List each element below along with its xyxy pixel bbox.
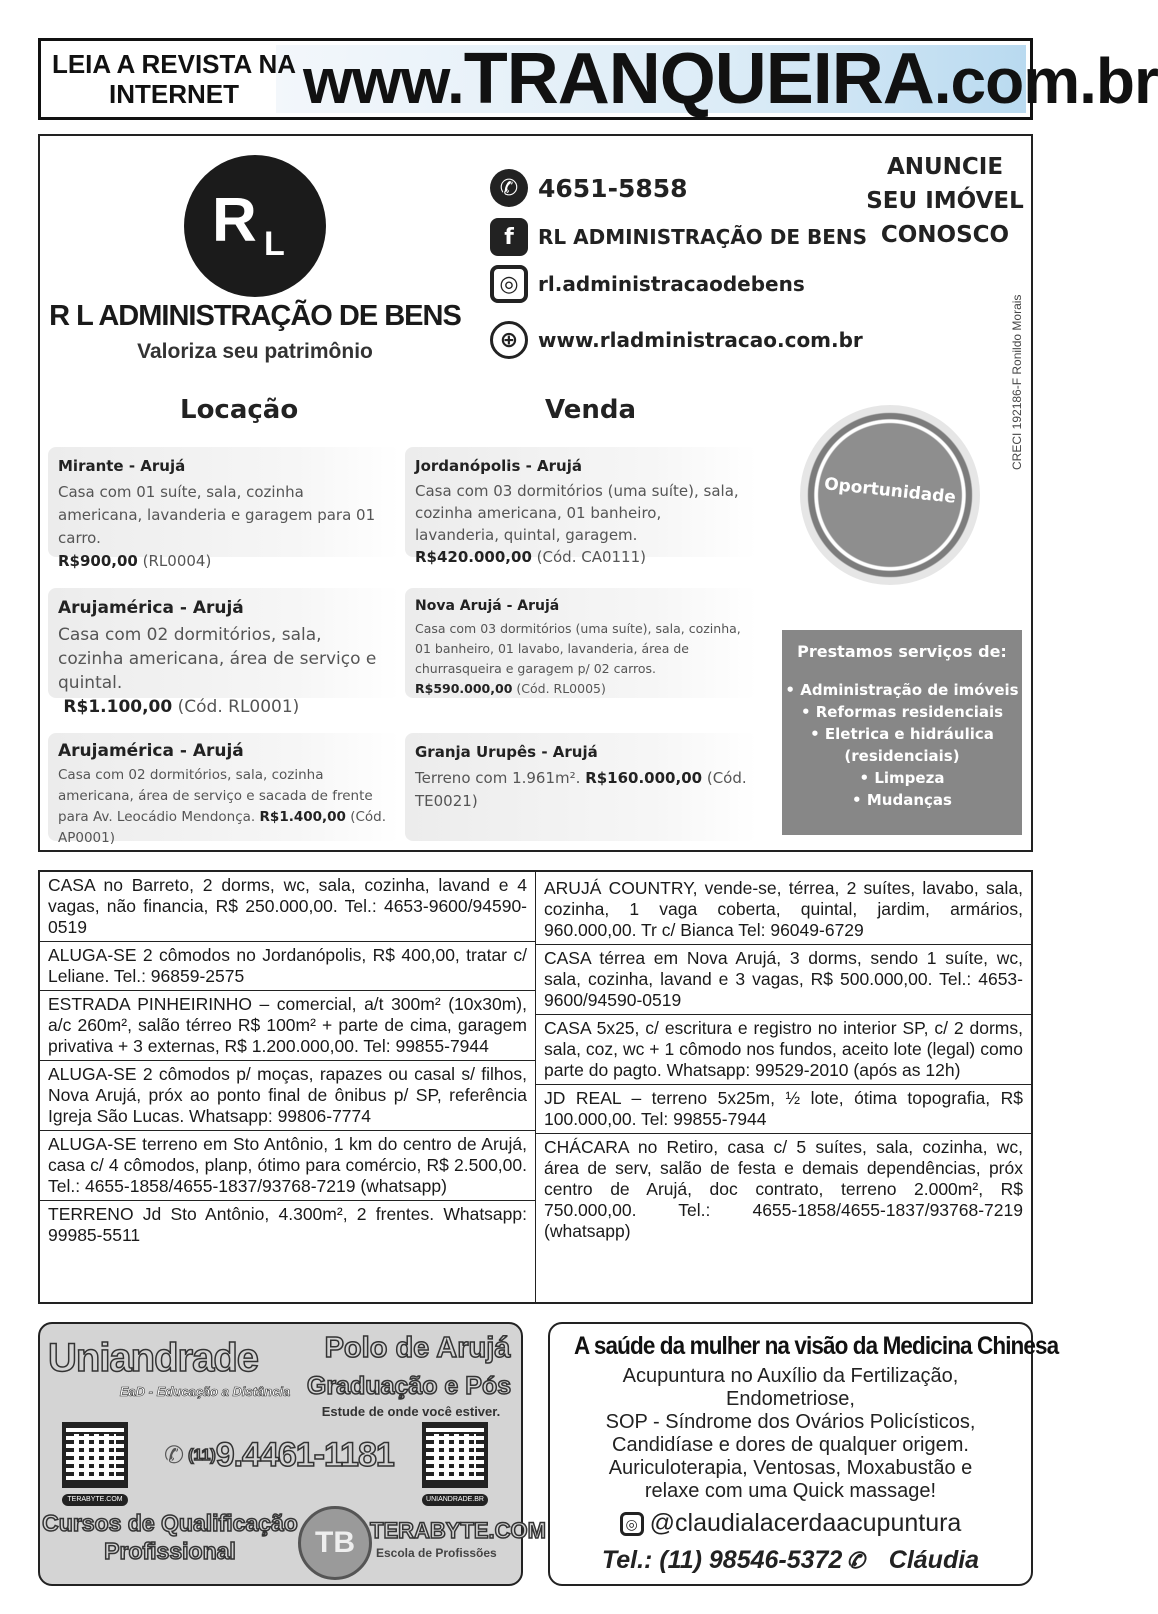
whatsapp-icon: ✆ (164, 1442, 185, 1469)
website-text: www.rladministracao.com.br (538, 328, 863, 352)
services-box (782, 630, 1022, 835)
anuncie-line: ANUNCIE (886, 154, 1004, 180)
facebook-text: RL ADMINISTRAÇÃO DE BENS (538, 225, 868, 249)
venda-card[interactable] (405, 447, 757, 566)
medicina-line: relaxe com uma Quick massage! (644, 1480, 937, 1502)
locacao-heading: Locação (180, 395, 299, 425)
card-desc: Casa com 03 dormitórios (uma suíte), sala, cozinha americana, 01 banheiro, lavanderia, quintal, garagem. (415, 482, 739, 544)
tagline-text: Estude de onde você estiver. (321, 1404, 501, 1419)
venda-card[interactable] (405, 733, 757, 841)
qr-label-left: TERABYTE.COM (62, 1494, 128, 1506)
card-desc: Casa com 03 dormitórios (uma suíte), sala, cozinha, 01 banheiro, 01 lavabo, lavanderia, área de churrasqueira e garagem p/ 02 carros. (415, 621, 741, 676)
card-price: R$590.000,00 (415, 681, 513, 696)
medicina-line: Candidíase e dores de qualquer origem. (612, 1434, 969, 1456)
card-code: (RL0004) (142, 552, 212, 570)
uniandrade-ead: EaD - Educação a Distância (119, 1384, 291, 1399)
medicina-instagram[interactable] (550, 1509, 1031, 1538)
rl-logo (184, 155, 326, 297)
medicina-title: A saúde da mulher na visão da Medicina Chinesa (574, 1332, 1059, 1360)
anuncie-line: SEU IMÓVEL (866, 188, 1024, 214)
classified-ad: JD REAL – terreno 5x25m, ½ lote, ótima topografia, R$ 100.000,00. Tel: 99855-7944 (536, 1085, 1031, 1134)
graduacao-text: Graduação e Pós (306, 1372, 512, 1400)
card-price: R$160.000,00 (585, 769, 703, 787)
rl-website[interactable] (490, 320, 863, 360)
card-desc: Casa com 02 dormitórios, sala, cozinha americana, área de serviço e sacada de frente para Av. Leocádio Mendonça. (58, 767, 373, 825)
whatsapp-icon: ✆ (490, 169, 528, 207)
classified-ad: CASA no Barreto, 2 dorms, wc, sala, cozinha, lavand e 4 vagas, não financia, R$ 250.000,00. Tel.: 4653-9600/94590-0519 (40, 872, 535, 942)
service-item: • Mudanças (852, 791, 952, 809)
anuncie-line: CONOSCO (880, 222, 1010, 248)
terabyte-logo-icon: TB (298, 1506, 372, 1580)
card-desc: Casa com 01 suíte, sala, cozinha americana, lavanderia e garagem para 01 carro. (58, 483, 376, 547)
rl-facebook[interactable] (490, 217, 867, 257)
cursos-line-2: Profissional (104, 1538, 236, 1564)
card-code: (Cód. RL0001) (177, 697, 300, 717)
services-title: Prestamos serviços de: (797, 642, 1007, 661)
card-price: R$1.100,00 (63, 697, 173, 717)
qr-code-left[interactable] (62, 1422, 128, 1488)
qr-code-right[interactable] (422, 1422, 488, 1488)
medicina-phone: Tel.: (11) 98546-5372 (601, 1546, 843, 1574)
rl-company-name: R L ADMINISTRAÇÃO DE BENS (49, 300, 461, 332)
globe-icon: ⊕ (490, 321, 528, 359)
card-price: R$420.000,00 (415, 548, 532, 566)
classifieds-right-column (536, 872, 1031, 1302)
creci-text: CRECI 192186-F Ronildo Morais (1010, 294, 1024, 470)
terabyte-text: TERABYTE.COM (370, 1518, 546, 1543)
facebook-icon: f (490, 218, 528, 256)
polo-text: Polo de Arujá (324, 1332, 511, 1364)
banner-website-link[interactable] (303, 39, 1158, 119)
locacao-card[interactable] (48, 447, 400, 570)
card-code: (Cód. AP0001) (58, 809, 387, 846)
card-code: (Cód. CA0111) (536, 548, 646, 566)
site-prefix: www. (303, 45, 464, 117)
logo-r: R (212, 186, 257, 255)
uniandrade-logo: Uniandrade (48, 1336, 259, 1380)
classified-ad: CASA 5x25, c/ escritura e registro no interior SP, c/ 2 dorms, sala, coz, wc + 1 cômodo nos fundos, aceito lote (legal) como parte do pagto. Whatsapp: 99529-2010 (após as 12h) (536, 1015, 1031, 1085)
medicina-contact[interactable] (550, 1546, 1031, 1575)
card-price: R$1.400,00 (259, 809, 346, 825)
oportunidade-seal (800, 405, 980, 585)
classified-ad: CHÁCARA no Retiro, casa c/ 5 suítes, sala, cozinha, wc, área de serv, salão de festa e demais dependências, próx centro de Arujá, doc contrato, terreno 2.000m², R$ 750.000,00. Tel.: 4655-1858/4655-1837/93768-7219 (whatsapp) (544, 1137, 1023, 1241)
anuncie-callout (860, 150, 1030, 252)
card-code: (Cód. RL0005) (516, 681, 606, 696)
card-title: Granja Urupês - Arujá (415, 743, 598, 761)
medicina-line: Acupuntura no Auxílio da Fertilização, (622, 1365, 959, 1387)
seal-text: Oportunidade (823, 474, 957, 508)
uniandrade-phone[interactable] (164, 1436, 394, 1475)
classified-ad: ARUJÁ COUNTRY, vende-se, térrea, 2 suítes, lavabo, sala, cozinha, 1 vaga coberta, quintal, jardim, armários, 960.000,00. Tr c/ Bianca Tel: 96049-6729 (536, 875, 1031, 945)
card-title: Nova Arujá - Arujá (415, 598, 560, 614)
medicina-line: Auriculoterapia, Ventosas, Moxabustão e (608, 1457, 973, 1479)
whatsapp-icon: ✆ (846, 1547, 865, 1573)
card-desc: Terreno com 1.961m². (415, 769, 581, 787)
rl-phone[interactable] (490, 168, 688, 208)
service-item: (residenciais) (844, 747, 960, 765)
medicina-line: Endometriose, (726, 1388, 855, 1410)
classified-ad: CASA térrea em Nova Arujá, 3 dorms, sendo 1 suíte, wc, sala, cozinha, lavand e 3 vagas, R$ 500.000,00. Tel.: 4653-9600/94590-0519 (536, 945, 1031, 1015)
service-item: • Administração de imóveis (785, 681, 1019, 699)
medicina-name: Cláudia (888, 1546, 980, 1574)
card-price: R$900,00 (58, 552, 138, 570)
instagram-icon: ◎ (620, 1512, 644, 1536)
card-title: Mirante - Arujá (58, 457, 186, 475)
cursos-line-1: Cursos de Qualificação (42, 1510, 298, 1536)
service-item: • Reformas residenciais (800, 703, 1004, 721)
rl-instagram[interactable] (490, 264, 805, 304)
terabyte-sub: Escola de Profissões (376, 1546, 497, 1560)
site-banner (38, 38, 1158, 120)
instagram-text: rl.administracaodebens (538, 272, 805, 296)
classified-ad: ALUGA-SE 2 cômodos no Jordanópolis, R$ 400,00, tratar c/ Leliane. Tel.: 96859-2575 (40, 942, 535, 991)
classified-ad: ALUGA-SE terreno em Sto Antônio, 1 km do centro de Arujá, casa c/ 4 cômodos, planp, ótimo para comércio, R$ 2.500,00. Tel.: 4655-1858/4655-1837/93768-7219 (whatsapp) (40, 1131, 535, 1201)
venda-heading: Venda (545, 395, 636, 425)
card-title: Arujamérica - Arujá (58, 598, 244, 618)
rl-slogan: Valoriza seu patrimônio (137, 340, 373, 363)
card-title: Arujamérica - Arujá (58, 741, 244, 761)
phone-text: 4651-5858 (538, 173, 688, 203)
instagram-handle: @claudialacerdaacupuntura (649, 1509, 962, 1537)
card-title: Jordanópolis - Arujá (415, 457, 582, 475)
classified-ad: ESTRADA PINHEIRINHO – comercial, a/t 300m² (10x30m), a/c 260m², salão térreo R$ 100m² + parte de cima, garagem privativa + 3 externas, R$ 1.200.000,00. Tel: 99855-7944 (40, 991, 535, 1061)
uniandrade-advert (38, 1322, 546, 1586)
medicina-chinesa-advert (548, 1322, 1059, 1586)
locacao-card[interactable] (48, 588, 400, 717)
medicina-line: SOP - Síndrome dos Ovários Policísticos, (605, 1411, 976, 1433)
site-suffix: .com.br (933, 45, 1158, 117)
phone-number: 9.4461-1181 (215, 1436, 394, 1474)
logo-l: L (264, 225, 285, 263)
card-code: (Cód. TE0021) (415, 769, 747, 810)
venda-card[interactable] (405, 588, 757, 698)
medicina-body (550, 1365, 1031, 1503)
classified-ad: ALUGA-SE 2 cômodos p/ moças, rapazes ou casal s/ filhos, Nova Arujá, próx ao ponto final de ônibus p/ SP, referência Igreja São Lucas. Whatsapp: 99806-7774 (40, 1061, 535, 1131)
banner-read-text: LEIA A REVISTA NA INTERNET (51, 49, 297, 109)
service-item: • Eletrica e hidráulica (810, 725, 994, 743)
classifieds-left-column (40, 872, 536, 1302)
phone-ddd: (11) (188, 1446, 216, 1464)
classified-ad: TERRENO Jd Sto Antônio, 4.300m², 2 frentes. Whatsapp: 99985-5511 (48, 1204, 527, 1245)
locacao-card[interactable] (48, 733, 400, 846)
card-desc: Casa com 02 dormitórios, sala, cozinha americana, área de serviço e quintal. (58, 625, 377, 693)
service-item: • Limpeza (859, 769, 945, 787)
instagram-icon: ◎ (490, 265, 528, 303)
site-main: TRANQUEIRA (463, 39, 934, 119)
classifieds-table (38, 870, 1033, 1304)
qr-label-right: UNIANDRADE.BR (422, 1494, 488, 1506)
